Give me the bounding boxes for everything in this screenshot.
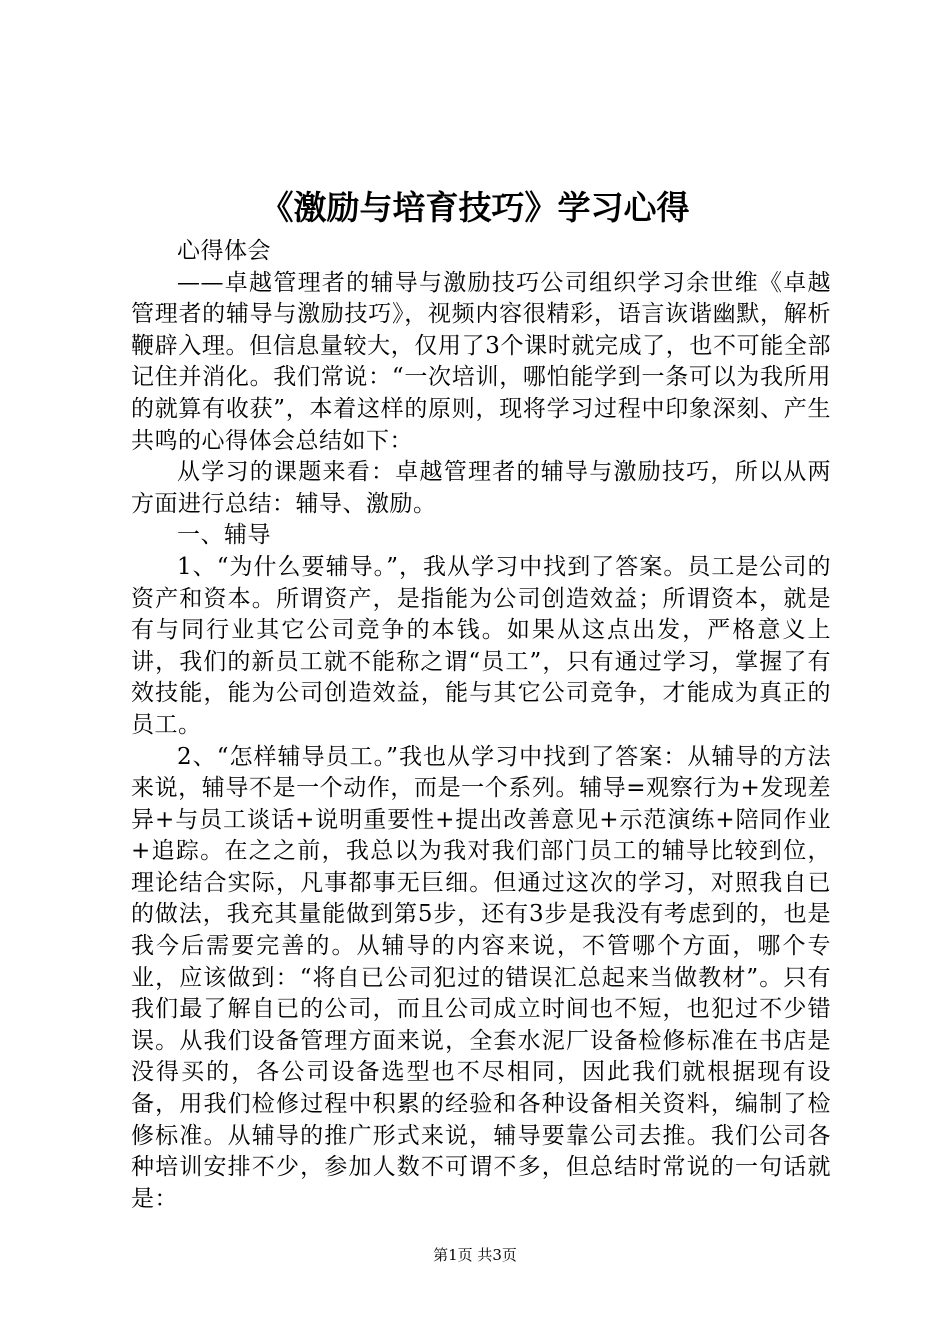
document-body (131, 236, 831, 1215)
page-footer: 第1页 共3页 (433, 1246, 517, 1264)
paragraph-how-coach: 2、“怎样辅导员工。”我也从学习中找到了答案：从辅导的方法来说，辅导不是一个动作，而是一个系列。辅导=观察行为+发现差异+与员工谈话+说明重要性+提出改善意见+示范演练+陪同作业+追踪。在之之前，我总以为我对我们部门员工的辅导比较到位，理论结合实际，凡事都事无巨细。但通过这次的学习，对照我自已的做法，我充其量能做到第5步，还有3步是我没有考虑到的，也是我今后需要完善的。从辅导的内容来说，不管哪个方面，哪个专业，应该做到：“将自已公司犯过的错误汇总起来当做教材”。只有我们最了解自已的公司，而且公司成立时间也不短，也犯过不少错误。从我们设备管理方面来说，全套水泥厂设备检修标准在书店是没得买的，各公司设备选型也不尽相同，因此我们就根据现有设备，用我们检修过程中积累的经验和各种设备相关资料，编制了检修标准。从辅导的推广形式来说，辅导要靠公司去推。我们公司各种培训安排不少，参加人数不可谓不多，但总结时常说的一句话就是： (131, 743, 831, 1212)
paragraph-intro: ——卓越管理者的辅导与激励技巧公司组织学习余世维《卓越管理者的辅导与激励技巧》，视频内容很精彩，语言诙谐幽默，解析鞭辟入理。但信息量较大，仅用了3个课时就完成了，也不可能全部记住并消化。我们常说：“一次培训，哪怕能学到一条可以为我所用的就算有收获”，本着这样的原则，现将学习过程中印象深刻、产生共鸣的心得体会总结如下： (131, 269, 831, 454)
paragraph-scope: 从学习的课题来看：卓越管理者的辅导与激励技巧，所以从两方面进行总结：辅导、激励。 (131, 459, 831, 517)
paragraph-heading: 心得体会 (177, 238, 271, 264)
paragraph-why-coach: 1、“为什么要辅导。”，我从学习中找到了答案。员工是公司的资产和资本。所谓资产，是指能为公司创造效益；所谓资本，就是有与同行业其它公司竞争的本钱。如果从这点出发，严格意义上讲，我们的新员工就不能称之谓“员工”，只有通过学习，掌握了有效技能，能为公司创造效益，能与其它公司竞争，才能成为真正的员工。 (131, 553, 831, 738)
document-title: 《激励与培育技巧》学习心得 (260, 188, 690, 227)
section-heading-coaching: 一、辅导 (177, 522, 271, 549)
